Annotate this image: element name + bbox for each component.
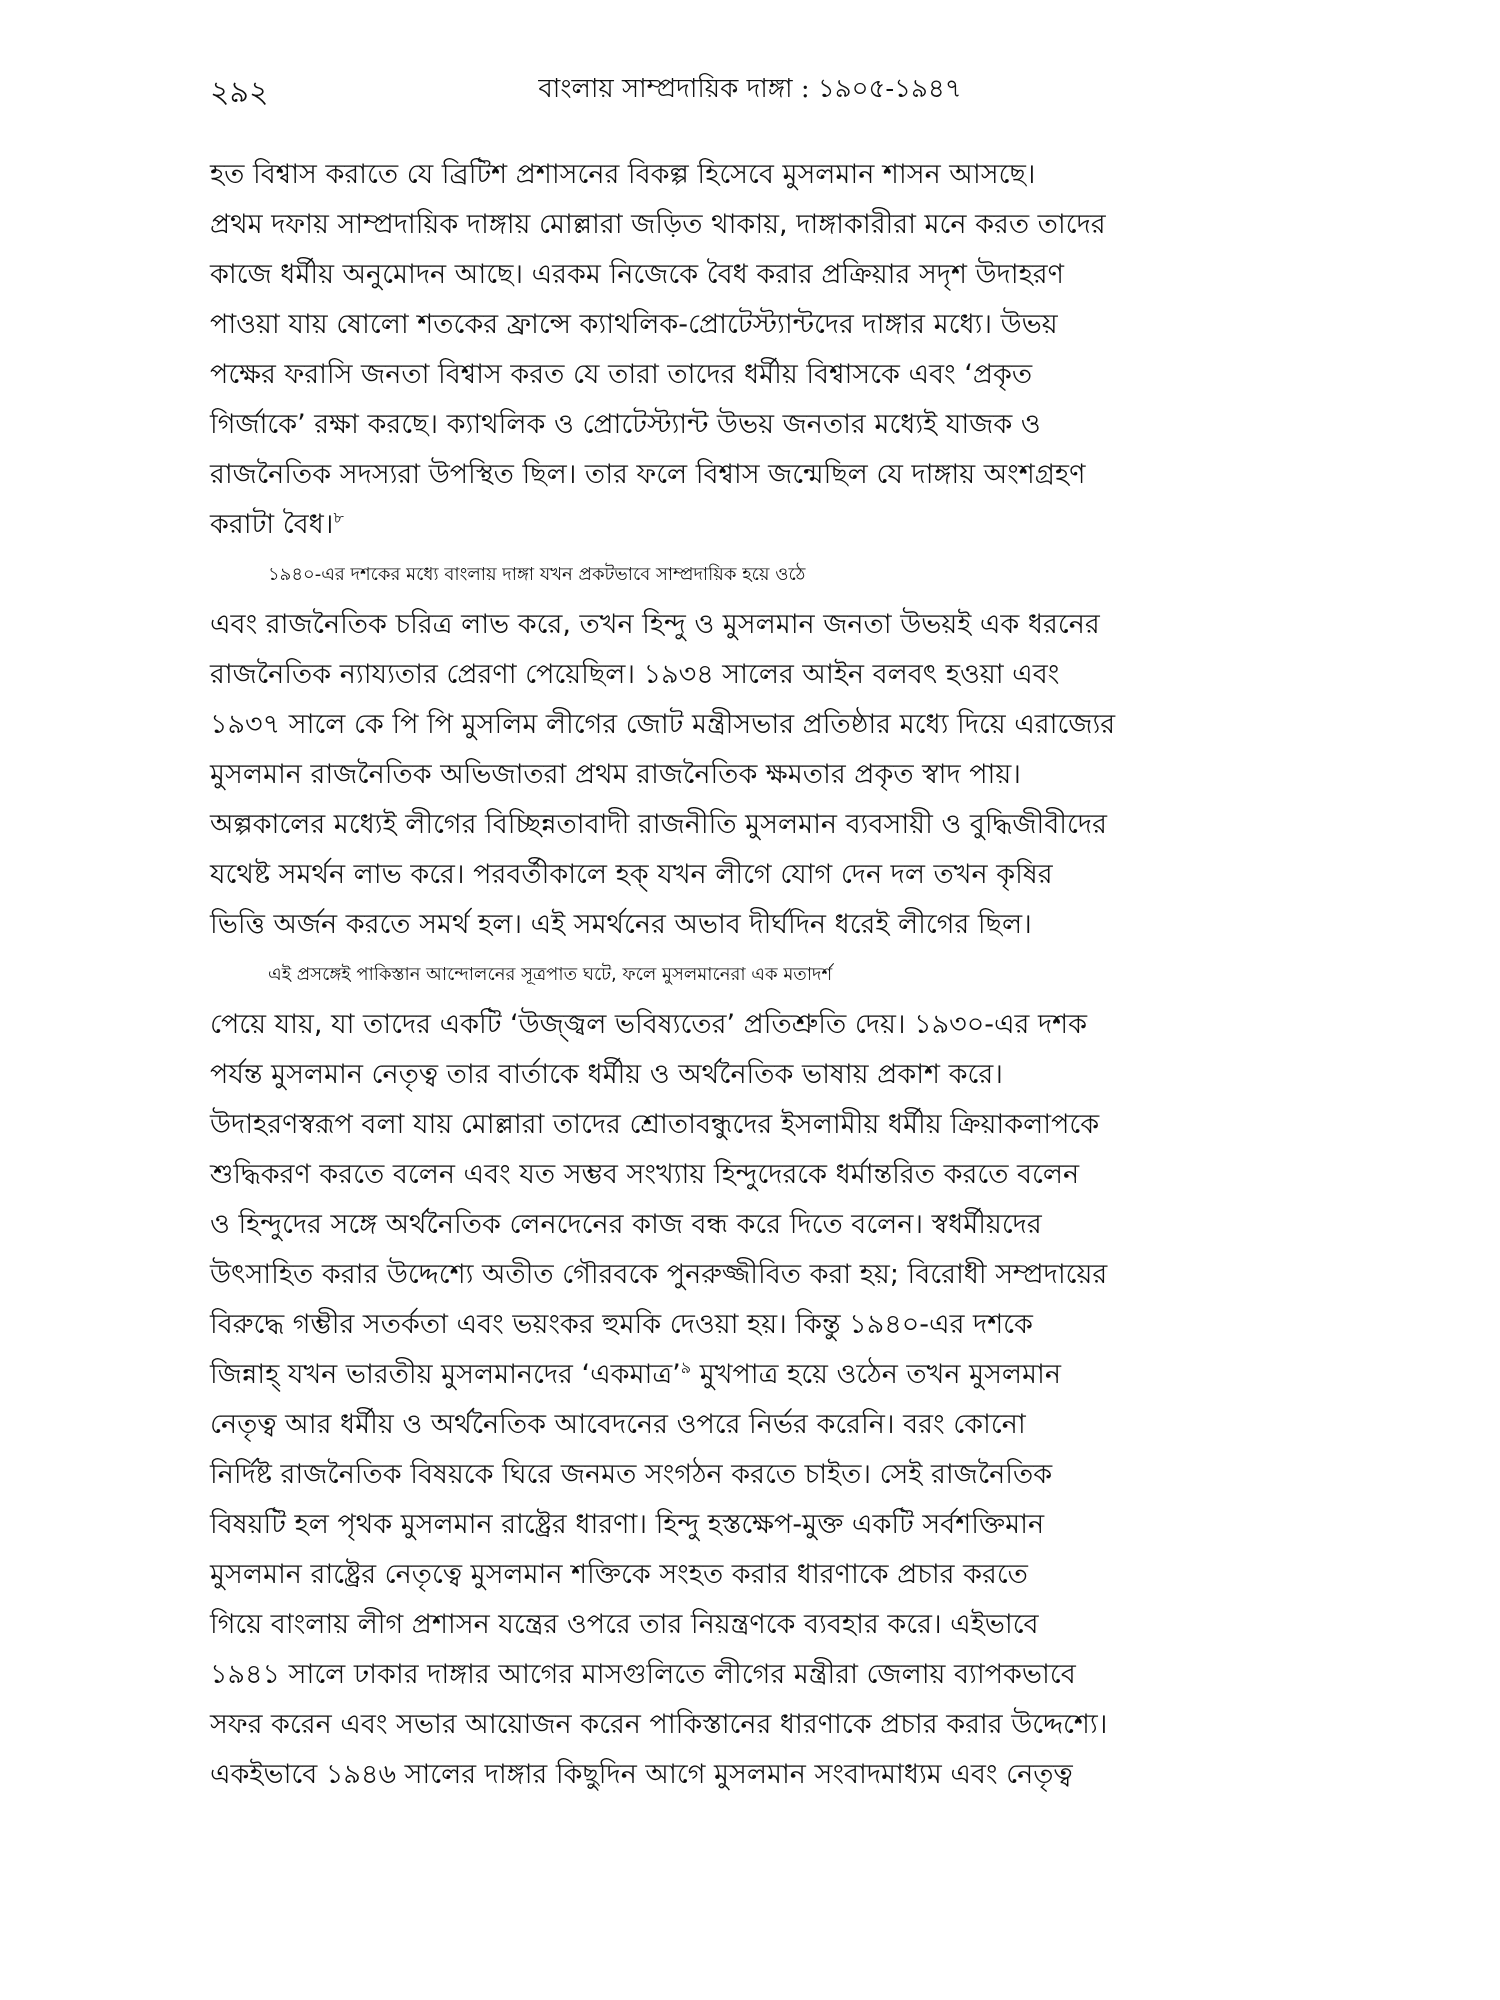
text-line: অল্পকালের মধ্যেই লীগের বিচ্ছিন্নতাবাদী রাজনীতি মুসলমান ব্যবসায়ী ও বুদ্ধিজীবীদের bbox=[210, 809, 1107, 840]
text-line: একইভাবে ১৯৪৬ সালের দাঙ্গার কিছুদিন আগে মুসলমান সংবাদমাধ্যম এবং নেতৃত্ব bbox=[210, 1759, 1073, 1790]
text-line: ভিত্তি অর্জন করতে সমর্থ হল। এই সমর্থনের অভাব দীর্ঘদিন ধরেই লীগের ছিল। bbox=[210, 909, 1032, 940]
text-line-rest: মুখপাত্র হয়ে ওঠেন তখন মুসলমান bbox=[691, 1359, 1061, 1390]
text-line: ও হিন্দুদের সঙ্গে অর্থনৈতিক লেনদেনের কাজ বন্ধ করে দিতে বলেন। স্বধর্মীয়দের bbox=[210, 1209, 1042, 1240]
text-line bbox=[210, 500, 1290, 550]
text-line: রাজনৈতিক সদস্যরা উপস্থিত ছিল। তার ফলে বিশ্বাস জন্মেছিল যে দাঙ্গায় অংশগ্রহণ bbox=[210, 459, 1086, 490]
text-line: গিয়ে বাংলায় লীগ প্রশাসন যন্ত্রের ওপরে তার নিয়ন্ত্রণকে ব্যবহার করে। এইভাবে bbox=[210, 1609, 1039, 1640]
page-number: ২৯২ bbox=[210, 75, 269, 110]
text-line: এই প্রসঙ্গেই পাকিস্তান আন্দোলনের সূত্রপাত ঘটে, ফলে মুসলমানেরা এক মতাদর্শ bbox=[268, 964, 833, 985]
text-line: উৎসাহিত করার উদ্দেশ্যে অতীত গৌরবকে পুনরুজ্জীবিত করা হয়; বিরোধী সম্প্রদায়ের bbox=[210, 1259, 1108, 1290]
footnote-mark: ৮ bbox=[333, 508, 344, 527]
text-line bbox=[210, 1350, 1290, 1400]
book-page bbox=[210, 60, 1290, 1800]
paragraph-3 bbox=[210, 950, 1290, 1800]
text-line: প্রথম দফায় সাম্প্রদায়িক দাঙ্গায় মোল্লারা জড়িত থাকায়, দাঙ্গাকারীরা মনে করত তাদের bbox=[210, 209, 1106, 240]
body-text bbox=[210, 150, 1290, 1800]
text-line: উদাহরণস্বরূপ বলা যায় মোল্লারা তাদের শ্রোতাবন্ধুদের ইসলামীয় ধর্মীয় ক্রিয়াকলাপকে bbox=[210, 1109, 1100, 1140]
text-line: নেতৃত্ব আর ধর্মীয় ও অর্থনৈতিক আবেদনের ওপরে নির্ভর করেনি। বরং কোনো bbox=[210, 1409, 1026, 1440]
text-line: শুদ্ধিকরণ করতে বলেন এবং যত সম্ভব সংখ্যায় হিন্দুদেরকে ধর্মান্তরিত করতে বলেন bbox=[210, 1159, 1080, 1190]
text-line-content: করাটা বৈধ। bbox=[210, 509, 334, 540]
text-line: পর্যন্ত মুসলমান নেতৃত্ব তার বার্তাকে ধর্মীয় ও অর্থনৈতিক ভাষায় প্রকাশ করে। bbox=[210, 1059, 1003, 1090]
text-line: পেয়ে যায়, যা তাদের একটি ‘উজ্জ্বল ভবিষ্যতের’ প্রতিশ্রুতি দেয়। ১৯৩০-এর দশক bbox=[210, 1009, 1088, 1040]
text-line: নির্দিষ্ট রাজনৈতিক বিষয়কে ঘিরে জনমত সংগঠন করতে চাইত। সেই রাজনৈতিক bbox=[210, 1459, 1053, 1490]
text-line: মুসলমান রাষ্ট্রের নেতৃত্বে মুসলমান শক্তিকে সংহত করার ধারণাকে প্রচার করতে bbox=[210, 1559, 1028, 1590]
text-line: ১৯৪১ সালে ঢাকার দাঙ্গার আগের মাসগুলিতে লীগের মন্ত্রীরা জেলায় ব্যাপকভাবে bbox=[210, 1659, 1076, 1690]
text-line: পক্ষের ফরাসি জনতা বিশ্বাস করত যে তারা তাদের ধর্মীয় বিশ্বাসকে এবং ‘প্রকৃত bbox=[210, 359, 1033, 390]
text-line: গির্জাকে’ রক্ষা করছে। ক্যাথলিক ও প্রোটেস্ট্যান্ট উভয় জনতার মধ্যেই যাজক ও bbox=[210, 409, 1041, 440]
text-line: এবং রাজনৈতিক চরিত্র লাভ করে, তখন হিন্দু ও মুসলমান জনতা উভয়ই এক ধরনের bbox=[210, 609, 1100, 640]
text-line: মুসলমান রাজনৈতিক অভিজাতরা প্রথম রাজনৈতিক ক্ষমতার প্রকৃত স্বাদ পায়। bbox=[210, 759, 1021, 790]
text-line: বিষয়টি হল পৃথক মুসলমান রাষ্ট্রের ধারণা। হিন্দু হস্তক্ষেপ-মুক্ত একটি সর্বশক্তিমান bbox=[210, 1509, 1045, 1540]
paragraph-1 bbox=[210, 150, 1290, 550]
page-header bbox=[210, 60, 1290, 110]
text-line: ১৯৪০-এর দশকের মধ্যে বাংলায় দাঙ্গা যখন প্রকটভাবে সাম্প্রদায়িক হয়ে ওঠে bbox=[268, 564, 806, 585]
text-line: হত বিশ্বাস করাতে যে ব্রিটিশ প্রশাসনের বিকল্প হিসেবে মুসলমান শাসন আসছে। bbox=[210, 159, 1036, 190]
text-line: রাজনৈতিক ন্যায্যতার প্রেরণা পেয়েছিল। ১৯৩৪ সালের আইন বলবৎ হওয়া এবং bbox=[210, 659, 1060, 690]
text-line: সফর করেন এবং সভার আয়োজন করেন পাকিস্তানের ধারণাকে প্রচার করার উদ্দেশ্যে। bbox=[210, 1709, 1108, 1740]
text-line-content: জিন্নাহ্ যখন ভারতীয় মুসলমানদের ‘একমাত্র’ bbox=[210, 1359, 681, 1390]
running-title: বাংলায় সাম্প্রদায়িক দাঙ্গা : ১৯০৫-১৯৪৭ bbox=[538, 74, 962, 104]
text-line: ১৯৩৭ সালে কে পি পি মুসলিম লীগের জোট মন্ত্রীসভার প্রতিষ্ঠার মধ্যে দিয়ে এরাজ্যের bbox=[210, 709, 1116, 740]
text-line: বিরুদ্ধে গম্ভীর সতর্কতা এবং ভয়ংকর হুমকি দেওয়া হয়। কিন্তু ১৯৪০-এর দশকে bbox=[210, 1309, 1033, 1340]
text-line: কাজে ধর্মীয় অনুমোদন আছে। এরকম নিজেকে বৈধ করার প্রক্রিয়ার সদৃশ উদাহরণ bbox=[210, 259, 1064, 290]
footnote-mark: ৯ bbox=[680, 1358, 692, 1377]
paragraph-2 bbox=[210, 550, 1290, 950]
text-line: যথেষ্ট সমর্থন লাভ করে। পরবর্তীকালে হক্ যখন লীগে যোগ দেন দল তখন কৃষির bbox=[210, 859, 1053, 890]
text-line: পাওয়া যায় ষোলো শতকের ফ্রান্সে ক্যাথলিক-প্রোটেস্ট্যান্টদের দাঙ্গার মধ্যে। উভয় bbox=[210, 309, 1058, 340]
